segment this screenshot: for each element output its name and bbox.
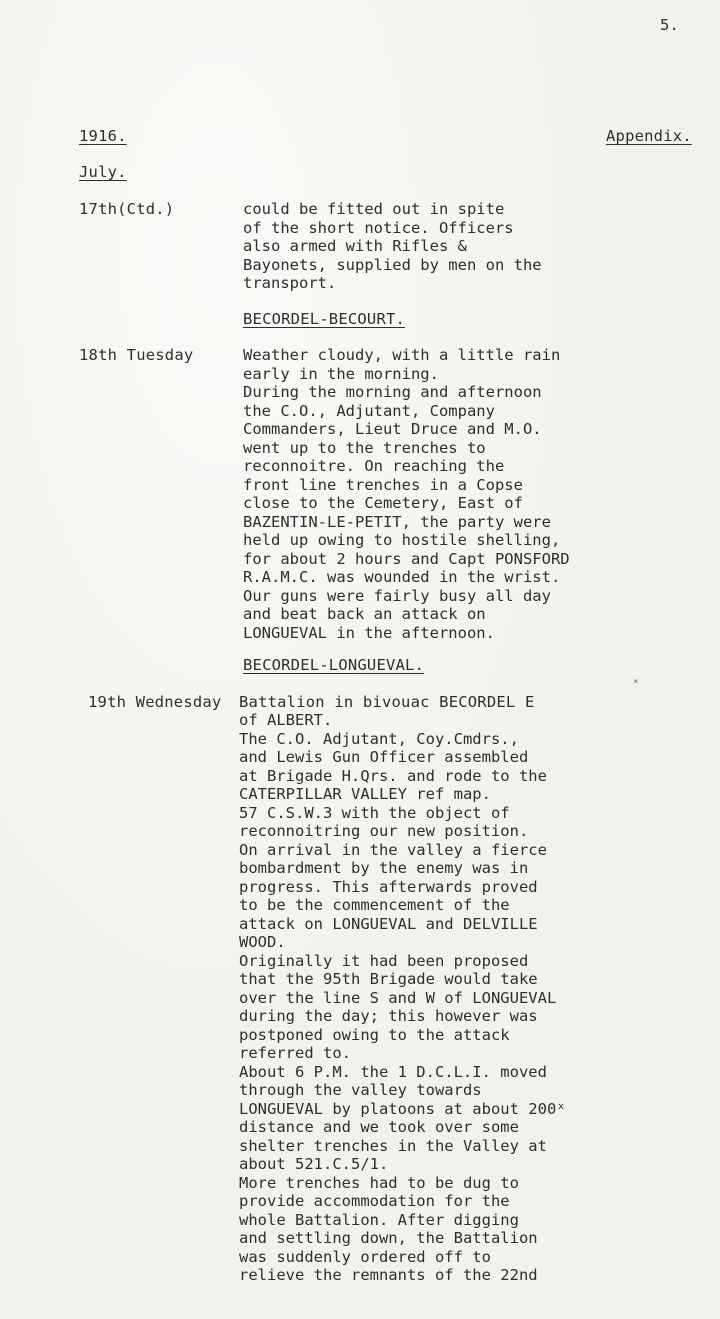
- text-line: at Brigade H.Qrs. and rode to the: [239, 766, 547, 785]
- text-line: Originally it had been proposed: [239, 951, 529, 970]
- location-heading: BECORDEL-BECOURT.: [243, 310, 406, 328]
- page-number: 5.: [660, 16, 680, 34]
- text-line: relieve the remnants of the 22nd: [239, 1266, 538, 1284]
- entry-date: 18th Tuesday: [79, 346, 194, 364]
- text-line: of the short notice. Officers: [243, 218, 514, 237]
- text-line: shelter trenches in the Valley at: [239, 1136, 547, 1155]
- text-line: bombardment by the enemy was in: [239, 859, 529, 877]
- text-line: progress. This afterwards proved: [239, 877, 538, 896]
- text-line: whole Battalion. After digging: [239, 1210, 519, 1229]
- location-heading: BECORDEL-LONGUEVAL.: [243, 656, 425, 674]
- entry-date: 19th Wednesday: [88, 693, 222, 711]
- paper-speck: ˣ: [632, 676, 640, 690]
- text-line: of ALBERT.: [239, 711, 333, 729]
- text-line: held up owing to hostile shelling,: [243, 531, 561, 549]
- text-line: attack on LONGUEVAL and DELVILLE: [239, 914, 538, 933]
- text-line: 57 C.S.W.3 with the object of: [239, 803, 510, 822]
- text-line: could be fitted out in spite: [243, 200, 505, 218]
- month-heading: July.: [79, 163, 127, 181]
- text-line: The C.O. Adjutant, Coy.Cmdrs.,: [239, 729, 519, 748]
- text-line: CATERPILLAR VALLEY ref map.: [239, 785, 491, 803]
- text-line: through the valley towards: [239, 1081, 482, 1099]
- text-line: referred to.: [239, 1044, 351, 1062]
- text-line: and beat back an attack on: [243, 605, 486, 623]
- entry-first-line: Battalion in bivouac BECORDEL E: [239, 693, 535, 711]
- text-line: and Lewis Gun Officer assembled: [239, 748, 529, 766]
- text-line: close to the Cemetery, East of: [243, 494, 523, 512]
- text-line: On arrival in the valley a fierce: [239, 840, 547, 859]
- text-line: was suddenly ordered off to: [239, 1247, 491, 1266]
- text-line: Our guns were fairly busy all day: [243, 586, 551, 605]
- text-line: also armed with Rifles &: [243, 237, 467, 255]
- text-line: about 521.C.5/1.: [239, 1155, 389, 1173]
- text-line: over the line S and W of LONGUEVAL: [239, 988, 557, 1007]
- entry-date: 17th(Ctd.): [79, 200, 175, 218]
- text-line: Bayonets, supplied by men on the: [243, 255, 542, 274]
- text-line: transport.: [243, 274, 337, 292]
- text-line: the C.O., Adjutant, Company: [243, 401, 495, 420]
- year-heading: 1916.: [79, 127, 127, 145]
- text-line: reconnoitring our new position.: [239, 822, 529, 840]
- text-line: LONGUEVAL by platoons at about 200ˣ: [239, 1099, 566, 1118]
- text-line: WOOD.: [239, 933, 286, 951]
- text-line: for about 2 hours and Capt PONSFORD: [243, 549, 570, 568]
- text-line: Weather cloudy, with a little rain: [243, 346, 561, 364]
- text-line: that the 95th Brigade would take: [239, 970, 538, 988]
- text-line: and settling down, the Battalion: [239, 1229, 538, 1247]
- text-line: LONGUEVAL in the afternoon.: [243, 623, 495, 642]
- text-line: More trenches had to be dug to: [239, 1173, 519, 1192]
- text-line: postponed owing to the attack: [239, 1025, 510, 1044]
- text-line: front line trenches in a Copse: [243, 475, 523, 494]
- entry-text: [243, 346, 570, 642]
- text-line: distance and we took over some: [239, 1118, 519, 1136]
- text-line: early in the morning.: [243, 364, 439, 383]
- entry-text: [243, 200, 542, 293]
- text-line: Commanders, Lieut Druce and M.O.: [243, 420, 542, 438]
- appendix-label: Appendix.: [606, 127, 692, 145]
- text-line: About 6 P.M. the 1 D.C.L.I. moved: [239, 1062, 547, 1081]
- text-line: During the morning and afternoon: [243, 383, 542, 401]
- text-line: reconnoitre. On reaching the: [243, 457, 505, 475]
- text-line: to be the commencement of the: [239, 896, 510, 914]
- text-line: R.A.M.C. was wounded in the wrist.: [243, 568, 561, 586]
- text-line: during the day; this however was: [239, 1007, 538, 1025]
- text-line: went up to the trenches to: [243, 438, 486, 457]
- entry-text: [239, 711, 566, 1285]
- text-line: BAZENTIN-LE-PETIT, the party were: [243, 512, 551, 531]
- text-line: provide accommodation for the: [239, 1192, 510, 1210]
